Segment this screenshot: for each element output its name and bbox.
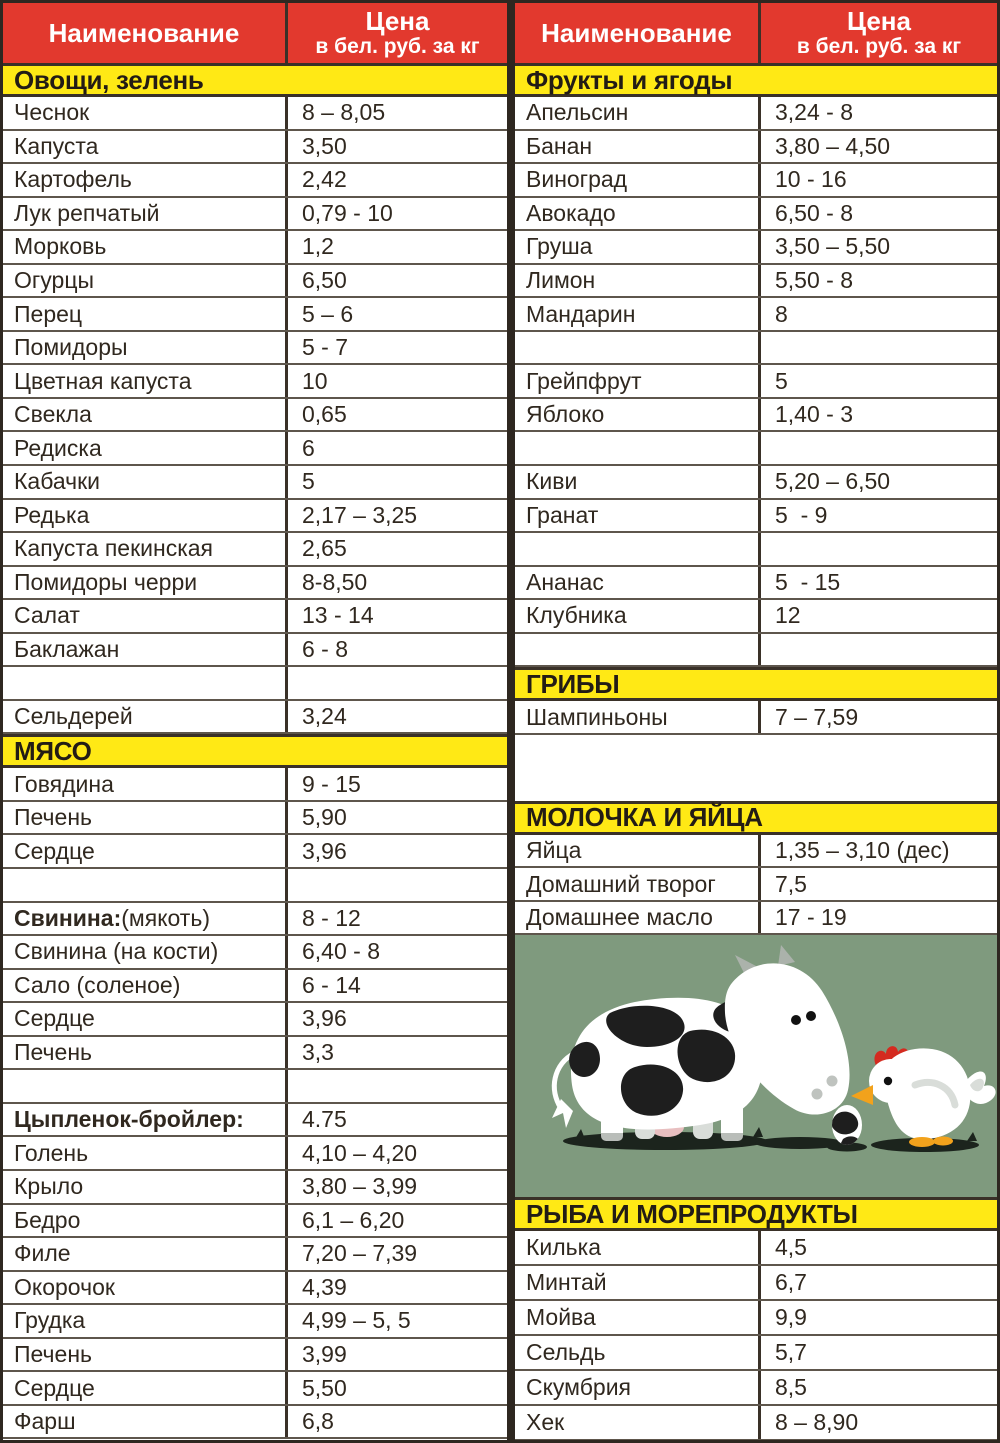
item-price-cell: 5 – 6 <box>302 300 354 327</box>
table-row <box>515 298 997 332</box>
item-price-cell: 7 – 7,59 <box>775 703 859 730</box>
item-price-cell: 3,3 <box>302 1039 334 1066</box>
item-name-cell: Сало (соленое) <box>3 970 288 1002</box>
item-price-cell: 6,50 - 8 <box>775 199 853 226</box>
item-name-cell: Апельсин <box>515 97 761 129</box>
section-header: Фрукты и ягоды <box>515 63 997 97</box>
merged-empty-cell <box>515 735 997 801</box>
item-name-cell: Мойва <box>515 1301 761 1334</box>
item-name-cell: Кабачки <box>3 466 288 498</box>
item-price-cell: 8 – 8,05 <box>302 99 386 126</box>
cow-chicken-egg-illustration <box>515 935 997 1197</box>
price-column-header <box>288 3 507 63</box>
item-price-cell: 6,7 <box>775 1269 807 1296</box>
item-price-cell: 0,65 <box>302 401 347 428</box>
table-row <box>515 399 997 433</box>
right-table-body <box>515 63 997 1440</box>
section-header: ГРИБЫ <box>515 667 997 701</box>
item-price-cell: 6 <box>302 434 315 461</box>
item-price-cell: 7,20 – 7,39 <box>302 1240 418 1267</box>
table-row <box>3 903 507 937</box>
item-price-cell: 4,99 – 5, 5 <box>302 1307 411 1334</box>
table-row <box>3 399 507 433</box>
price-header-line1: Цена <box>365 5 430 36</box>
item-name-cell: Хек <box>515 1406 761 1439</box>
item-name-cell: Киви <box>515 466 761 498</box>
price-header-line2: в бел. руб. за кг <box>796 34 962 58</box>
table-row <box>515 332 997 366</box>
item-price-cell: 5,90 <box>302 804 347 831</box>
item-price-cell: 1,2 <box>302 233 334 260</box>
item-name-cell: Сердце <box>3 1003 288 1035</box>
item-price-cell: 8,5 <box>775 1374 807 1401</box>
item-name-cell: Клубника <box>515 600 761 632</box>
item-name-cell: Свинина (на кости) <box>3 936 288 968</box>
item-name-cell: Шампиньоны <box>515 701 761 733</box>
item-price-cell: 8 <box>775 300 788 327</box>
item-name-cell: Перец <box>3 298 288 330</box>
item-name-cell: Сердце <box>3 1372 288 1404</box>
item-name-cell: Сельдерей <box>3 701 288 733</box>
item-price-cell: 8 - 12 <box>302 904 361 931</box>
item-price-cell: 5,7 <box>775 1339 807 1366</box>
item-name-cell <box>515 634 761 666</box>
table-row <box>3 1205 507 1239</box>
table-row <box>3 802 507 836</box>
item-name-cell: Капуста пекинская <box>3 533 288 565</box>
item-price-cell <box>288 667 507 699</box>
item-price-cell: 3,80 – 3,99 <box>302 1173 418 1200</box>
table-row <box>515 1266 997 1301</box>
item-name-cell: Морковь <box>3 231 288 263</box>
item-price-cell: 3,96 <box>302 1005 347 1032</box>
section-header: МЯСО <box>3 734 507 768</box>
table-row <box>515 365 997 399</box>
item-price-cell: 3,24 - 8 <box>775 99 853 126</box>
section-header: Овощи, зелень <box>3 63 507 97</box>
name-column-header: Наименование <box>3 3 288 63</box>
table-row <box>3 667 507 701</box>
table-row <box>515 1336 997 1371</box>
item-price-cell: 1,35 – 3,10 (дес) <box>775 837 950 864</box>
table-row <box>515 1301 997 1336</box>
item-price-cell: 1,40 - 3 <box>775 401 853 428</box>
item-name-cell: Окорочок <box>3 1272 288 1304</box>
table-row <box>515 533 997 567</box>
table-row <box>3 1137 507 1171</box>
item-name-cell: Картофель <box>3 164 288 196</box>
price-header-line2: в бел. руб. за кг <box>315 34 480 58</box>
item-price-cell: 0,79 - 10 <box>302 199 393 226</box>
table-row <box>3 332 507 366</box>
item-price-cell: 6,8 <box>302 1408 334 1435</box>
table-row <box>515 164 997 198</box>
item-price-cell <box>288 1070 507 1102</box>
item-price-cell: 17 - 19 <box>775 904 847 931</box>
table-row <box>3 432 507 466</box>
item-name-cell: Гранат <box>515 500 761 532</box>
item-name-cell: Капуста <box>3 131 288 163</box>
item-price-cell: 13 - 14 <box>302 602 374 629</box>
item-name-cell: Ананас <box>515 567 761 599</box>
item-price-cell: 12 <box>775 602 801 629</box>
item-name-cell: Редиска <box>3 432 288 464</box>
item-price-cell <box>761 533 997 565</box>
item-name-cell: Домашний творог <box>515 868 761 900</box>
item-price-cell: 5,50 - 8 <box>775 267 853 293</box>
left-table-body <box>3 63 507 1439</box>
item-name-cell: Огурцы <box>3 265 288 297</box>
table-row <box>515 198 997 232</box>
item-price-cell: 6,1 – 6,20 <box>302 1206 405 1233</box>
item-name-cell <box>3 667 288 699</box>
table-row <box>3 265 507 299</box>
table-row <box>515 231 997 265</box>
item-name-cell <box>515 332 761 364</box>
item-price-cell: 2,42 <box>302 166 347 193</box>
item-name-cell: Лимон <box>515 265 761 297</box>
item-name-cell: Лук репчатый <box>3 198 288 230</box>
table-row <box>3 936 507 970</box>
item-name-cell: Помидоры черри <box>3 567 288 599</box>
section-header: МОЛОЧКА И ЯЙЦА <box>515 801 997 835</box>
item-name-cell: Авокадо <box>515 198 761 230</box>
item-price-cell: 5,20 – 6,50 <box>775 468 891 495</box>
table-row <box>3 1406 507 1440</box>
table-row <box>3 1003 507 1037</box>
table-row <box>3 1171 507 1205</box>
item-name-cell: Цыпленок-бройлер: <box>3 1104 288 1136</box>
item-name-cell: Сельдь <box>515 1336 761 1369</box>
item-price-cell <box>761 432 997 464</box>
table-row <box>3 533 507 567</box>
table-row <box>3 1037 507 1071</box>
table-row <box>515 265 997 299</box>
item-name-cell <box>3 1070 288 1102</box>
item-name-cell: Мандарин <box>515 298 761 330</box>
item-price-cell: 5 - 15 <box>775 568 841 595</box>
table-row <box>515 835 997 869</box>
item-name-cell: Баклажан <box>3 634 288 666</box>
item-price-cell: 3,50 <box>302 132 347 159</box>
item-name-cell: Бедро <box>3 1205 288 1237</box>
item-price-cell <box>761 634 997 666</box>
item-price-cell <box>288 869 507 901</box>
table-row <box>3 1070 507 1104</box>
item-price-cell: 5 <box>302 468 315 495</box>
item-price-cell: 10 <box>302 367 328 394</box>
table-row <box>515 432 997 466</box>
item-price-cell: 6,50 <box>302 267 347 293</box>
table-row <box>515 131 997 165</box>
table-row <box>3 500 507 534</box>
table-row <box>515 634 997 668</box>
item-price-cell: 5 - 9 <box>775 501 828 528</box>
item-price-cell: 5 <box>775 367 788 394</box>
table-row <box>3 1305 507 1339</box>
table-row <box>3 365 507 399</box>
table-row <box>3 600 507 634</box>
item-name-cell <box>515 432 761 464</box>
item-name-cell: Чеснок <box>3 97 288 129</box>
table-row <box>3 701 507 735</box>
left-price-table <box>3 3 507 1440</box>
item-price-cell: 3,96 <box>302 837 347 864</box>
table-row <box>3 869 507 903</box>
item-price-cell: 6 - 14 <box>302 971 361 998</box>
table-row <box>515 567 997 601</box>
item-price-cell: 5,50 <box>302 1374 347 1401</box>
table-row <box>3 466 507 500</box>
table-row <box>3 634 507 668</box>
item-price-cell: 3,24 <box>302 703 347 730</box>
item-price-cell: 6,40 - 8 <box>302 938 380 965</box>
item-price-cell: 4,39 <box>302 1273 347 1300</box>
item-name-cell: Редька <box>3 500 288 532</box>
table-row <box>515 701 997 735</box>
name-column-header: Наименование <box>515 3 761 63</box>
table-row <box>3 970 507 1004</box>
item-price-cell: 2,17 – 3,25 <box>302 501 418 528</box>
table-row <box>515 600 997 634</box>
table-row <box>3 1104 507 1138</box>
item-price-cell: 5 - 7 <box>302 334 349 361</box>
table-row <box>515 868 997 902</box>
item-price-cell: 8-8,50 <box>302 568 368 595</box>
table-row <box>515 466 997 500</box>
item-name-cell: Яйца <box>515 835 761 867</box>
item-name-cell: Скумбрия <box>515 1371 761 1404</box>
item-price-cell: 3,50 – 5,50 <box>775 233 891 260</box>
item-name-cell: Крыло <box>3 1171 288 1203</box>
item-name-cell: Грудка <box>3 1305 288 1337</box>
item-name-cell: Говядина <box>3 768 288 800</box>
table-row <box>3 298 507 332</box>
item-price-cell: 9 - 15 <box>302 770 361 797</box>
item-name-cell: Помидоры <box>3 332 288 364</box>
item-price-cell: 7,5 <box>775 870 807 897</box>
item-price-cell: 4.75 <box>302 1106 347 1133</box>
table-row <box>515 500 997 534</box>
item-price-cell: 9,9 <box>775 1304 807 1331</box>
table-row <box>3 198 507 232</box>
item-name-cell: Цветная капуста <box>3 365 288 397</box>
table-row <box>3 164 507 198</box>
item-price-cell: 6 - 8 <box>302 636 349 663</box>
item-price-cell: 2,65 <box>302 535 347 562</box>
table-row <box>3 1339 507 1373</box>
table-row <box>515 1231 997 1266</box>
item-name-cell: Грейпфрут <box>515 365 761 397</box>
table-row <box>515 1406 997 1440</box>
item-name-cell: Яблоко <box>515 399 761 431</box>
price-column-header <box>761 3 997 63</box>
item-name-cell: Груша <box>515 231 761 263</box>
item-price-cell: 4,10 – 4,20 <box>302 1139 418 1166</box>
item-name-cell: Печень <box>3 1037 288 1069</box>
item-name-cell: Виноград <box>515 164 761 196</box>
item-price-cell: 10 - 16 <box>775 166 847 193</box>
item-price-cell: 8 – 8,90 <box>775 1409 859 1436</box>
item-name-cell: Свекла <box>3 399 288 431</box>
table-row <box>515 97 997 131</box>
table-row <box>515 1371 997 1406</box>
item-price-cell: 3,99 <box>302 1340 347 1367</box>
price-header-line1: Цена <box>847 5 911 36</box>
table-row <box>3 567 507 601</box>
item-price-cell: 3,80 – 4,50 <box>775 132 891 159</box>
table-row <box>515 902 997 936</box>
table-row <box>3 1238 507 1272</box>
table-row <box>3 1272 507 1306</box>
table-row <box>3 231 507 265</box>
item-name-cell: Печень <box>3 802 288 834</box>
table-row <box>3 131 507 165</box>
right-price-table <box>515 3 997 1440</box>
item-price-cell: 4,5 <box>775 1234 807 1261</box>
table-header <box>515 3 997 63</box>
table-row <box>3 1372 507 1406</box>
item-name-cell: Салат <box>3 600 288 632</box>
item-name-cell: Килька <box>515 1231 761 1264</box>
item-name-cell: Минтай <box>515 1266 761 1299</box>
table-row <box>3 97 507 131</box>
item-name-cell <box>3 869 288 901</box>
item-name-cell: Голень <box>3 1137 288 1169</box>
item-name-cell: Банан <box>515 131 761 163</box>
item-name-cell: Печень <box>3 1339 288 1371</box>
section-header: РЫБА И МОРЕПРОДУКТЫ <box>515 1197 997 1231</box>
table-header <box>3 3 507 63</box>
item-name-cell: Свинина: (мякоть) <box>3 903 288 935</box>
item-name-cell <box>515 533 761 565</box>
table-row <box>3 835 507 869</box>
item-name-cell: Домашнее масло <box>515 902 761 934</box>
item-name-cell: Сердце <box>3 835 288 867</box>
table-row <box>3 768 507 802</box>
item-name-cell: Филе <box>3 1238 288 1270</box>
item-name-cell: Фарш <box>3 1406 288 1438</box>
item-price-cell <box>761 332 997 364</box>
